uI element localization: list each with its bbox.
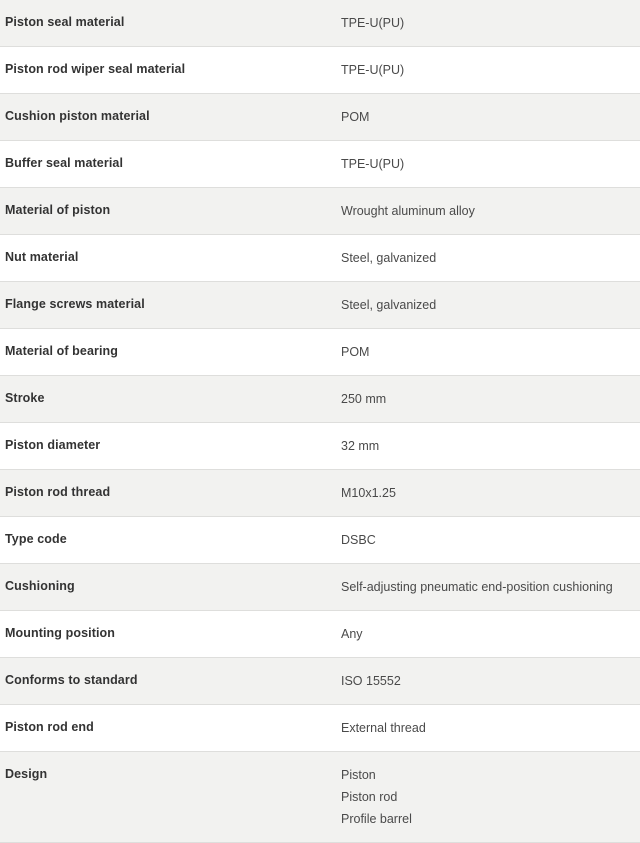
table-row <box>0 517 640 564</box>
spec-label: Cushioning <box>0 564 341 611</box>
spec-value <box>341 235 640 282</box>
spec-value <box>341 611 640 658</box>
spec-label: Piston seal material <box>0 0 341 47</box>
table-row <box>0 235 640 282</box>
spec-value <box>341 188 640 235</box>
spec-value <box>341 47 640 94</box>
spec-label: Material of bearing <box>0 329 341 376</box>
spec-value-line: M10x1.25 <box>341 486 396 500</box>
spec-value-line: Self-adjusting pneumatic end-position cushioning <box>341 580 613 594</box>
spec-value <box>341 752 640 843</box>
spec-value-line: 250 mm <box>341 392 387 406</box>
table-row <box>0 141 640 188</box>
spec-value-line: TPE-U(PU) <box>341 157 405 171</box>
table-row <box>0 329 640 376</box>
table-row <box>0 282 640 329</box>
table-row <box>0 611 640 658</box>
spec-value <box>341 423 640 470</box>
spec-value-line: Piston rod <box>341 790 398 804</box>
table-row <box>0 376 640 423</box>
spec-value-line: Steel, galvanized <box>341 298 437 312</box>
spec-value-line: POM <box>341 110 370 124</box>
spec-value <box>341 658 640 705</box>
table-row <box>0 658 640 705</box>
table-row <box>0 423 640 470</box>
spec-value <box>341 0 640 47</box>
table-row <box>0 47 640 94</box>
spec-value-line: TPE-U(PU) <box>341 16 405 30</box>
spec-value-line: DSBC <box>341 533 376 547</box>
spec-value-line: External thread <box>341 721 426 735</box>
table-row <box>0 705 640 752</box>
table-row <box>0 470 640 517</box>
spec-value <box>341 705 640 752</box>
spec-value-line: 32 mm <box>341 439 380 453</box>
table-row <box>0 564 640 611</box>
spec-label: Piston rod end <box>0 705 341 752</box>
spec-label: Nut material <box>0 235 341 282</box>
spec-value-line: TPE-U(PU) <box>341 63 405 77</box>
spec-value-line: Steel, galvanized <box>341 251 437 265</box>
table-row <box>0 188 640 235</box>
spec-value <box>341 329 640 376</box>
spec-value-line: POM <box>341 345 370 359</box>
spec-value <box>341 141 640 188</box>
spec-value <box>341 94 640 141</box>
spec-label: Mounting position <box>0 611 341 658</box>
spec-label: Flange screws material <box>0 282 341 329</box>
spec-label: Stroke <box>0 376 341 423</box>
spec-label: Type code <box>0 517 341 564</box>
table-row <box>0 0 640 47</box>
spec-label: Design <box>0 752 341 843</box>
spec-label: Piston rod wiper seal material <box>0 47 341 94</box>
spec-label: Cushion piston material <box>0 94 341 141</box>
spec-value-line: Piston <box>341 768 376 782</box>
spec-value-line: ISO 15552 <box>341 674 401 688</box>
spec-label: Buffer seal material <box>0 141 341 188</box>
spec-value <box>341 517 640 564</box>
spec-label: Piston rod thread <box>0 470 341 517</box>
spec-value <box>341 376 640 423</box>
spec-label: Piston diameter <box>0 423 341 470</box>
spec-value <box>341 470 640 517</box>
table-row <box>0 752 640 843</box>
spec-label: Material of piston <box>0 188 341 235</box>
table-row <box>0 94 640 141</box>
spec-value-line: Any <box>341 627 363 641</box>
spec-value <box>341 282 640 329</box>
spec-value <box>341 564 640 611</box>
spec-value-line: Wrought aluminum alloy <box>341 204 475 218</box>
spec-value-line: Profile barrel <box>341 812 412 826</box>
spec-label: Conforms to standard <box>0 658 341 705</box>
